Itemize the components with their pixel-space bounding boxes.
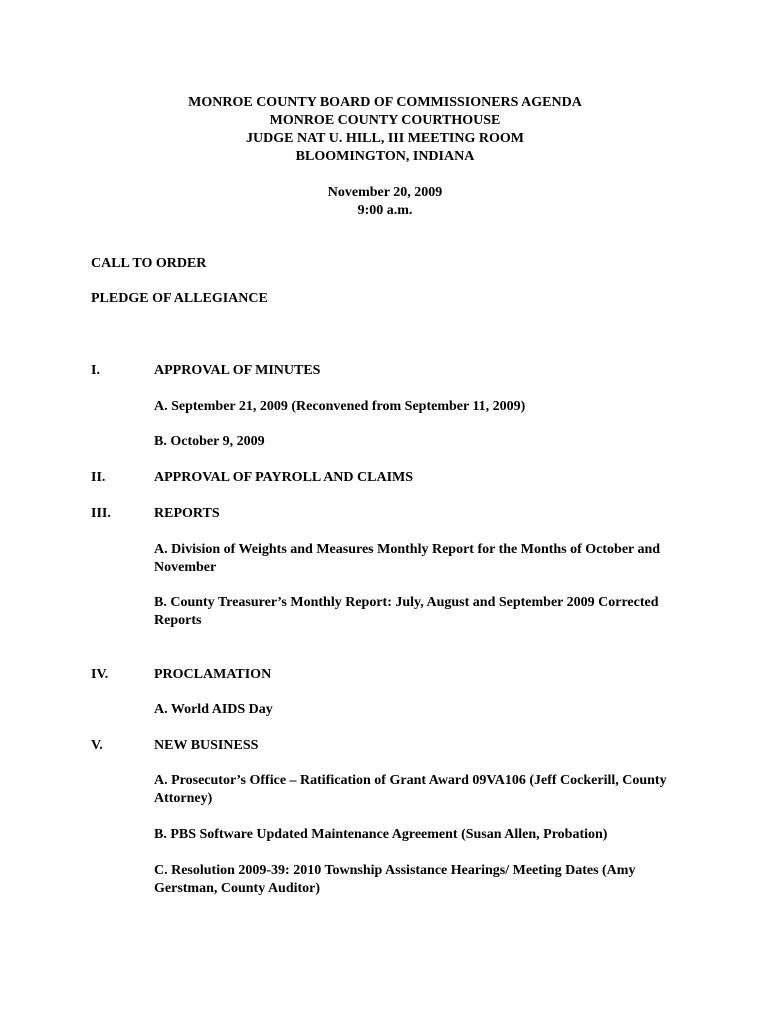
header-venue: MONROE COUNTY COURTHOUSE: [269, 113, 501, 128]
agenda-item: C. Resolution 2009-39: 2010 Township Assistance Hearings/ Meeting Dates (Amy Gerstman, County Auditor): [154, 863, 636, 896]
agenda-item: B. PBS Software Updated Maintenance Agreement (Susan Allen, Probation): [154, 827, 608, 842]
agenda-item: A. World AIDS Day: [154, 702, 273, 717]
agenda-item: A. Division of Weights and Measures Monthly Report for the Months of October and November: [154, 542, 661, 575]
section-title: APPROVAL OF PAYROLL AND CLAIMS: [154, 470, 414, 485]
agenda-item: A. September 21, 2009 (Reconvened from September 11, 2009): [154, 399, 526, 414]
section-title: REPORTS: [154, 506, 220, 521]
pledge-of-allegiance: PLEDGE OF ALLEGIANCE: [91, 291, 268, 306]
agenda-item: A. Prosecutor’s Office – Ratification of Grant Award 09VA106 (Jeff Cockerill, County Attorney): [154, 773, 667, 806]
meeting-date: November 20, 2009: [327, 185, 443, 200]
meeting-time: 9:00 a.m.: [357, 203, 413, 218]
section-number: V.: [91, 738, 103, 753]
section-title: PROCLAMATION: [154, 667, 272, 682]
section-title: NEW BUSINESS: [154, 738, 259, 753]
header-title: MONROE COUNTY BOARD OF COMMISSIONERS AGENDA: [188, 95, 582, 110]
header-city: BLOOMINGTON, INDIANA: [295, 149, 475, 164]
call-to-order: CALL TO ORDER: [91, 256, 207, 271]
section-number: I.: [91, 363, 100, 378]
header-room: JUDGE NAT U. HILL, III MEETING ROOM: [246, 131, 524, 146]
agenda-item: B. October 9, 2009: [154, 434, 265, 449]
section-number: II.: [91, 470, 106, 485]
section-number: IV.: [91, 667, 109, 682]
section-title: APPROVAL OF MINUTES: [154, 363, 321, 378]
section-number: III.: [91, 506, 111, 521]
agenda-item: B. County Treasurer’s Monthly Report: July, August and September 2009 Corrected Reports: [154, 595, 659, 628]
